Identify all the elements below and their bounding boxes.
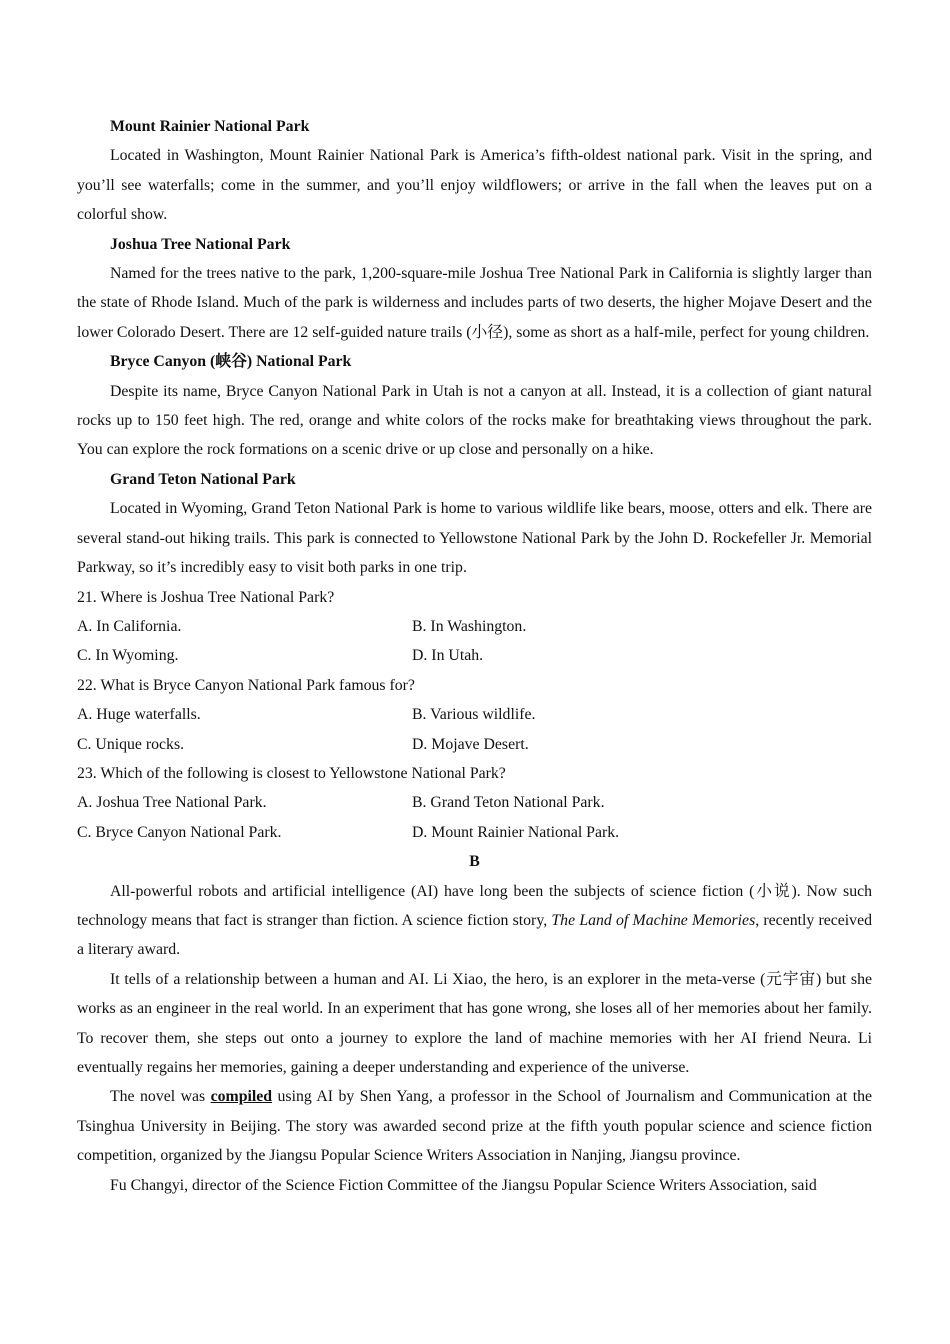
options-row [77, 612, 872, 641]
question-23: 23. Which of the following is closest to Yellowstone National Park? [77, 764, 506, 782]
question-22: 22. What is Bryce Canyon National Park famous for? [77, 676, 415, 694]
option-23-b: B. Grand Teton National Park. [412, 794, 605, 812]
part-b-label: B [469, 853, 480, 871]
part-b-paragraph-1 [77, 877, 872, 965]
option-21-c: C. In Wyoming. [77, 647, 179, 665]
option-21-a: A. In California. [77, 617, 182, 635]
underlined-word: compiled [210, 1088, 273, 1106]
part-b-paragraph-4: Fu Changyi, director of the Science Fiction Committee of the Jiangsu Popular Science Writers Association, said [110, 1176, 817, 1194]
section-heading-rainier: Mount Rainier National Park [110, 118, 310, 135]
options-row [77, 818, 872, 847]
section-heading-bryce: Bryce Canyon (峡谷) National Park [110, 353, 352, 371]
option-22-a: A. Huge waterfalls. [77, 706, 201, 724]
section-heading-teton: Grand Teton National Park [110, 470, 296, 488]
option-23-a: A. Joshua Tree National Park. [77, 794, 267, 812]
paragraph-text: , recently received a literary award. [77, 911, 872, 959]
paragraph-text: using AI by Shen Yang, a professor in the School of Journalism and Communication at the Tsinghua University in Beijing. The story was awarded second prize at the fifth youth popular science and science fiction competition, organized by the Jiangsu Popular Science Writers Association in Nanjing, Jiangsu province. [77, 1088, 872, 1165]
options-row [77, 641, 872, 670]
section-heading-joshua: Joshua Tree National Park [110, 235, 291, 253]
option-21-b: B. In Washington. [412, 617, 527, 635]
section-text-joshua: Named for the trees native to the park, 1,200-square-mile Joshua Tree National Park in California is slightly larger than the state of Rhode Island. Much of the park is wilderness and includes parts of two deserts, the higher Mojave Desert and the lower Colorado Desert. There are 12 self-guided nature trails (小径), some as short as a half-mile, perfect for young children. [77, 265, 872, 341]
paragraph-text: All-powerful robots and artificial intelligence (AI) have long been the subjects of science fiction (小说). Now such technology means that fact is stranger than fiction. A science fiction story, [77, 882, 872, 929]
document-page [77, 112, 872, 1200]
option-22-b: B. Various wildlife. [412, 706, 536, 724]
part-b-paragraph-2: It tells of a relationship between a human and AI. Li Xiao, the hero, is an explorer in the meta-verse (元宇宙) but she works as an engineer in the real world. In an experiment that has gone wrong, she loses all of her memories about her family. To recover them, she steps out onto a journey to explore the land of machine memories with her AI friend Neura. Li eventually regains her memories, gaining a deeper understanding and experience of the universe. [77, 970, 872, 1076]
section-text-bryce: Despite its name, Bryce Canyon National Park in Utah is not a canyon at all. Instead, it is a collection of giant natural rocks up to 150 feet high. The red, orange and white colors of the rocks make for breathtaking views throughout the park. You can explore the rock formations on a scenic drive or up close and personally on a hike. [77, 382, 872, 459]
section-text-teton: Located in Wyoming, Grand Teton National Park is home to various wildlife like bears, moose, otters and elk. There are several stand-out hiking trails. This park is connected to Yellowstone National Park by the John D. Rockefeller Jr. Memorial Parkway, so it’s incredibly easy to visit both parks in one trip. [77, 500, 872, 577]
paragraph-text: The novel was [110, 1088, 211, 1106]
section-text-rainier: Located in Washington, Mount Rainier National Park is America’s fifth-oldest national park. Visit in the spring, and you’ll see waterfalls; come in the summer, and you’ll enjoy wildflowers; or arrive in the fall when the leaves put on a colorful show. [77, 147, 872, 224]
part-b-paragraph-3 [77, 1082, 872, 1170]
option-23-d: D. Mount Rainier National Park. [412, 823, 620, 841]
option-22-c: C. Unique rocks. [77, 735, 185, 753]
option-22-d: D. Mojave Desert. [412, 735, 529, 753]
options-row [77, 700, 872, 729]
option-23-c: C. Bryce Canyon National Park. [77, 823, 282, 841]
book-title: The Land of Machine Memories [551, 911, 756, 929]
option-21-d: D. In Utah. [412, 647, 484, 665]
options-row [77, 788, 872, 817]
question-21: 21. Where is Joshua Tree National Park? [77, 588, 335, 606]
options-row [77, 730, 872, 759]
